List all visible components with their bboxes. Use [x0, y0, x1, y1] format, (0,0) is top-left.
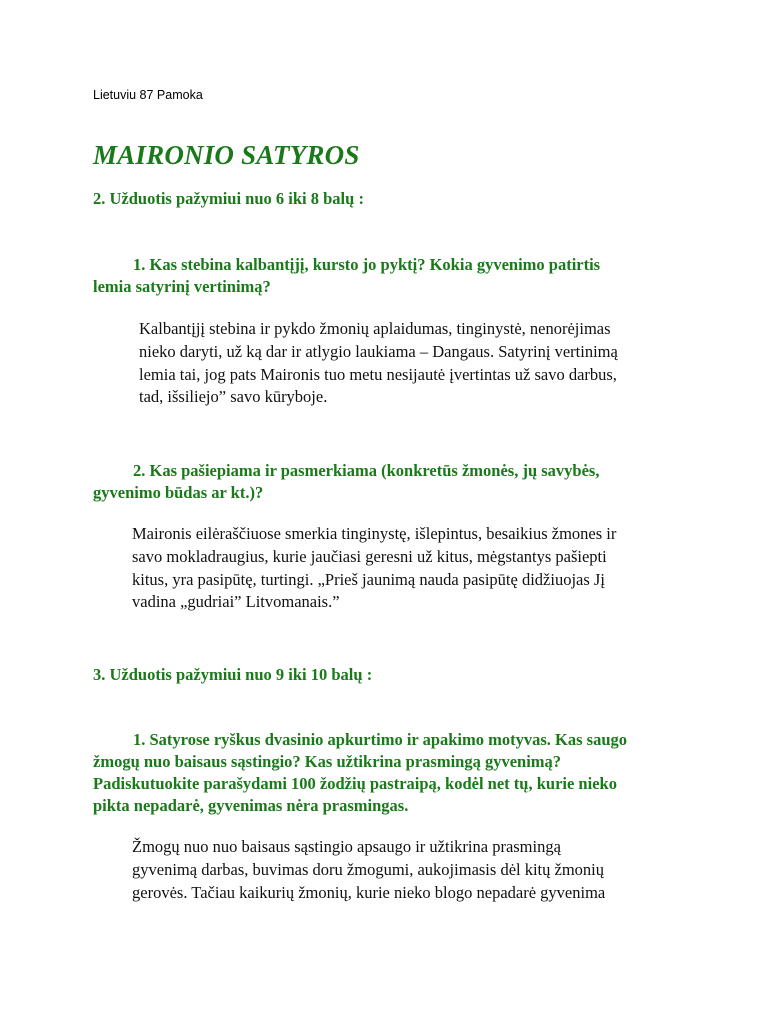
- answer-1: [139, 318, 618, 409]
- answer-1-line-4: tad, išsiliejo” savo kūryboje.: [139, 387, 328, 407]
- answer-1-line-2: nieko daryti, už ką dar ir atlygio laukiama – Dangaus. Satyrinį vertinimą: [139, 341, 618, 361]
- document-header: Lietuviu 87 Pamoka: [93, 88, 203, 102]
- answer-3-line-2: gyvenimą darbas, buvimas doru žmogumi, aukojimasis dėl kitų žmonių: [132, 859, 605, 879]
- answer-3-line-1: Žmogų nuo nuo baisaus sąstingio apsaugo ir užtikrina prasmingą: [132, 837, 561, 856]
- question-3-number: 1.: [133, 730, 146, 749]
- answer-1-line-3: lemia tai, jog pats Maironis tuo metu nesijautė įvertintas už savo darbus,: [139, 364, 617, 384]
- question-2-line-1: Kas pašiepiama ir pasmerkiama (konkretūs žmonės, jų savybės,: [149, 461, 600, 480]
- task2-heading: 2. Užduotis pažymiui nuo 6 iki 8 balų :: [93, 189, 364, 208]
- answer-2: [132, 523, 616, 614]
- answer-1-line-1: Kalbantįjį stebina ir pykdo žmonių aplaidumas, tinginystė, nenorėjimas: [139, 319, 611, 338]
- question-2-number: 2.: [133, 461, 146, 480]
- question-1: [93, 254, 600, 298]
- answer-2-line-3: kitus, yra pasipūtę, turtingi. „Prieš jaunimą nauda pasipūtę didžiuojas Jį: [132, 569, 605, 589]
- document-title: MAIRONIO SATYROS: [93, 140, 360, 170]
- answer-2-line-1: Maironis eilėraščiuose smerkia tinginystę, išlepintus, besaikius žmones ir: [132, 524, 617, 543]
- question-3-line-4: pikta nepadarė, gyvenimas nėra prasmingas.: [93, 796, 409, 815]
- answer-3: [132, 836, 605, 904]
- question-3-line-3: Padiskutuokite parašydami 100 žodžių pastraipą, kodėl net tų, kurie nieko: [93, 774, 617, 793]
- question-1-line-1: Kas stebina kalbantįjį, kursto jo pyktį? Kokia gyvenimo patirtis: [149, 255, 601, 274]
- question-2: [93, 460, 599, 504]
- question-3-line-1: Satyrose ryškus dvasinio apkurtimo ir apakimo motyvas. Kas saugo: [149, 730, 628, 749]
- answer-3-line-3: gerovės. Tačiau kaikurių žmonių, kurie nieko blogo nepadarė gyvenima: [132, 882, 606, 902]
- answer-2-line-4: vadina „gudriai” Litvomanais.”: [132, 592, 340, 612]
- question-1-line-2: lemia satyrinį vertinimą?: [93, 277, 271, 296]
- question-2-line-2: gyvenimo būdas ar kt.)?: [93, 483, 264, 502]
- question-3: [93, 729, 627, 817]
- question-1-number: 1.: [133, 255, 146, 274]
- task3-heading: 3. Užduotis pažymiui nuo 9 iki 10 balų :: [93, 665, 373, 684]
- answer-2-line-2: savo mokladraugius, kurie jaučiasi geresni už kitus, mėgstantys pašiepti: [132, 546, 607, 566]
- question-3-line-2: žmogų nuo baisaus sąstingio? Kas užtikrina prasmingą gyvenimą?: [93, 752, 562, 771]
